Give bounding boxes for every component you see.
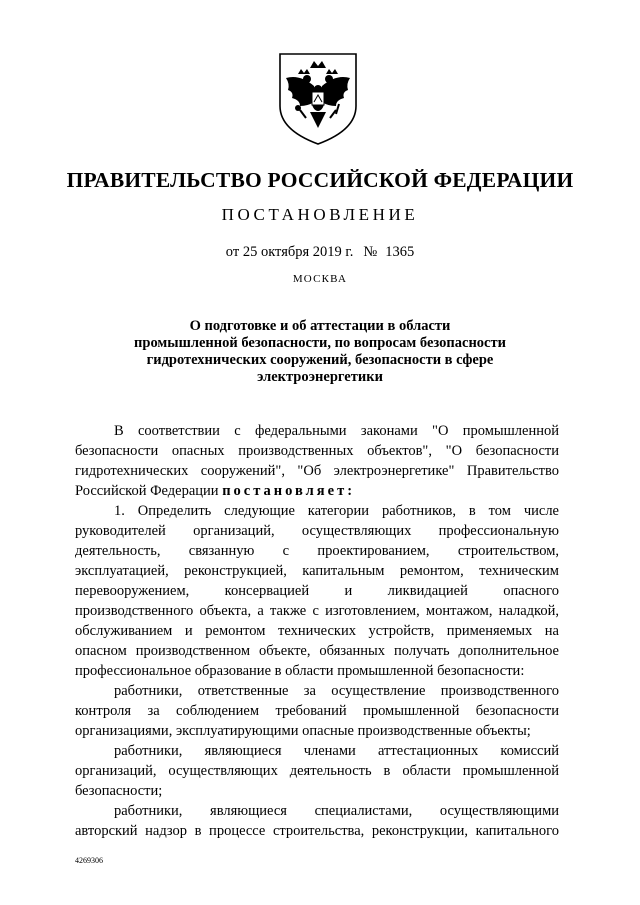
body-line: работники, ответственные за осуществление производственного xyxy=(114,683,559,699)
city: МОСКВА xyxy=(292,273,348,285)
body-text: Российской Федерации xyxy=(75,483,223,499)
body-line: 1. Определить следующие категории работников, в том числе xyxy=(114,503,559,519)
government-title: ПРАВИТЕЛЬСТВО РОССИЙСКОЙ ФЕДЕРАЦИИ xyxy=(66,168,574,192)
document-type: ПОСТАНОВЛЕНИЕ xyxy=(221,205,419,224)
title-line: О подготовке и об аттестации в области xyxy=(189,318,451,334)
body-line: безопасности; xyxy=(75,783,163,799)
body-line: В соответствии с федеральными законами "О промышленной xyxy=(114,423,559,439)
footer-code: 4269306 xyxy=(75,856,103,865)
body-line xyxy=(75,481,559,501)
body-line: организаций, осуществляющих деятельность в области промышленной xyxy=(75,763,559,779)
date-number-line xyxy=(0,244,640,261)
document-body xyxy=(75,421,559,841)
body-line: эксплуатацией, реконструкцией, капитальным ремонтом, техническим xyxy=(75,563,559,579)
body-line: работники, являющиеся членами аттестационных комиссий xyxy=(114,743,559,759)
body-line: безопасности опасных производственных объектов", "О безопасности xyxy=(75,443,559,459)
document-date: от 25 октября 2019 г. xyxy=(225,244,354,260)
body-line: обслуживанием и ремонтом технических устройств, применяемых на xyxy=(75,623,559,639)
title-line: гидротехнических сооружений, безопасности в сфере xyxy=(146,352,494,368)
document-number: 1365 xyxy=(385,244,415,260)
body-line: опасном производственном объекте, обязанных получать дополнительное xyxy=(75,643,559,659)
body-line: перевооружением, консервацией и ликвидацией опасного xyxy=(75,583,559,599)
body-line: руководителей организаций, осуществляющих профессиональную xyxy=(75,523,559,539)
body-line: производственного объекта, а также с изготовлением, монтажом, наладкой, xyxy=(75,603,559,619)
document-title xyxy=(70,318,570,386)
body-line: деятельность, связанную с проектированием, строительством, xyxy=(75,543,559,559)
resolves-word: постановляет: xyxy=(222,483,356,499)
title-line: промышленной безопасности, по вопросам безопасности xyxy=(134,335,506,351)
coat-of-arms-icon xyxy=(270,48,366,148)
body-line: профессиональное образование в области промышленной безопасности: xyxy=(75,663,525,679)
body-line: работники, являющиеся специалистами, осуществляющими xyxy=(114,803,559,819)
number-sign: № xyxy=(363,244,378,260)
body-line: контроля за соблюдением требований промышленной безопасности xyxy=(75,703,559,719)
body-line: гидротехнических сооружений", "Об электроэнергетике" Правительство xyxy=(75,463,559,479)
body-line: организациями, эксплуатирующими опасные производственные объекты; xyxy=(75,723,531,739)
title-line: электроэнергетики xyxy=(257,369,383,385)
body-line: авторский надзор в процессе строительства, реконструкции, капитального xyxy=(75,823,559,839)
